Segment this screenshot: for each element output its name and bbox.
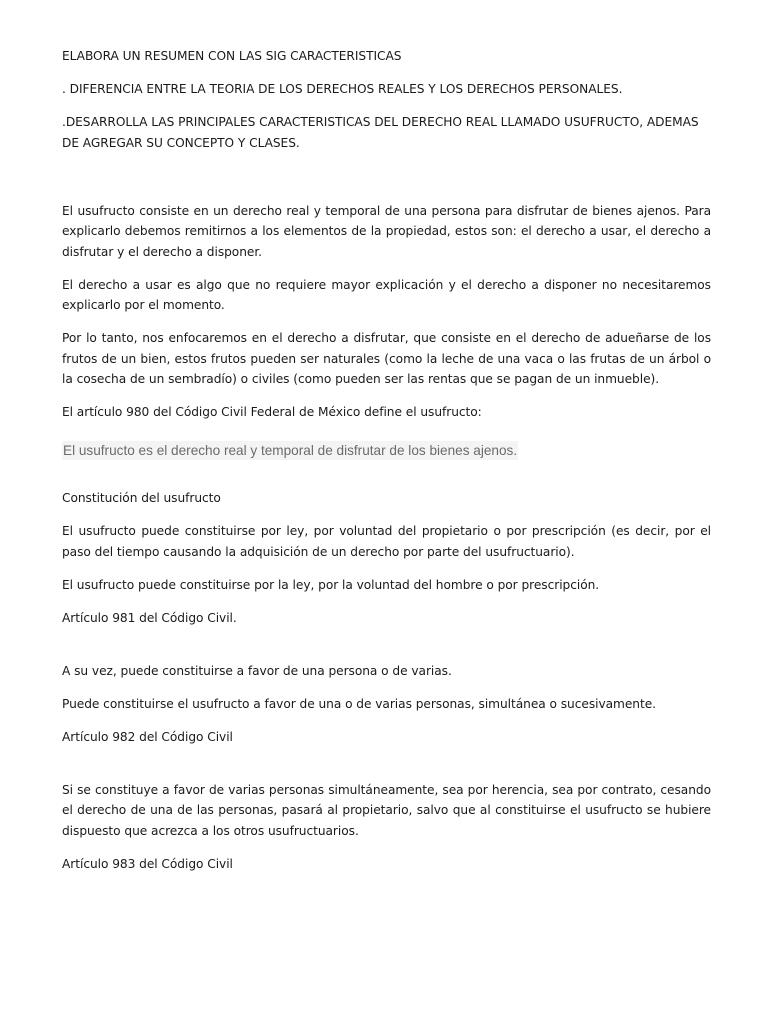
citation-articulo-981: Artículo 981 del Código Civil.: [62, 610, 237, 625]
quote-block: [62, 435, 711, 468]
paragraph-intro: El usufructo consiste en un derecho real y temporal de una persona para disfrutar de bienes ajenos. Para explicarlo debemos remitirnos a los elementos de la propiedad, estos son: el derecho a usar, el derecho a disfrutar y el derecho a disponer.: [62, 203, 711, 259]
citation-articulo-982: Artículo 982 del Código Civil: [62, 729, 233, 744]
spacer: [62, 468, 711, 488]
paragraph-favor-personas: A su vez, puede constituirse a favor de una persona o de varias.: [62, 663, 452, 678]
paragraph-constitucion-ley: El usufructo puede constituirse por la ley, por la voluntad del hombre o por prescripción.: [62, 577, 600, 592]
citation-articulo-983: Artículo 983 del Código Civil: [62, 856, 233, 871]
spacer: [62, 760, 711, 780]
section-heading: Constitución del usufructo: [62, 491, 221, 505]
assignment-item-1: . DIFERENCIA ENTRE LA TEORIA DE LOS DERECHOS REALES Y LOS DERECHOS PERSONALES.: [62, 82, 623, 96]
document-page: [62, 46, 711, 887]
paragraph-derecho-usar: El derecho a usar es algo que no requiere mayor explicación y el derecho a disponer no necesitaremos explicarlo por el momento.: [62, 277, 711, 312]
paragraph-constitucion: El usufructo puede constituirse por ley, por voluntad del propietario o por prescripción (es decir, por el paso del tiempo causando la adquisición de un derecho por parte del usufructuario).: [62, 524, 711, 559]
spacer: [62, 166, 711, 201]
paragraph-articulo-980: El artículo 980 del Código Civil Federal de México define el usufructo:: [62, 405, 482, 419]
spacer: [62, 641, 711, 661]
paragraph-derecho-disfrutar: Por lo tanto, nos enfocaremos en el derecho a disfrutar, que consiste en el derecho de adueñarse de los frutos de un bien, estos frutos pueden ser naturales (como la leche de una vaca o las frutas de un árbol o la cosecha de un sembradío) o civiles (como pueden ser las rentas que se pagan de un inmueble).: [62, 331, 711, 386]
definition-quote: El usufructo es el derecho real y temporal de disfrutar de los bienes ajenos.: [63, 443, 518, 458]
paragraph-varias-personas: Si se constituye a favor de varias personas simultáneamente, sea por herencia, sea por contrato, cesando el derecho de una de las personas, pasará al propietario, salvo que al constituirse el usufructo se hubiere dispuesto que acrezca a los otros usufructuarios.: [62, 782, 711, 838]
paragraph-simultanea: Puede constituirse el usufructo a favor de una o de varias personas, simultánea o sucesivamente.: [62, 696, 656, 711]
assignment-title: ELABORA UN RESUMEN CON LAS SIG CARACTERISTICAS: [62, 49, 402, 63]
assignment-item-2: .DESARROLLA LAS PRINCIPALES CARACTERISTICAS DEL DERECHO REAL LLAMADO USUFRUCTO, ADEMAS DE AGREGAR SU CONCEPTO Y CLASES.: [62, 115, 699, 150]
